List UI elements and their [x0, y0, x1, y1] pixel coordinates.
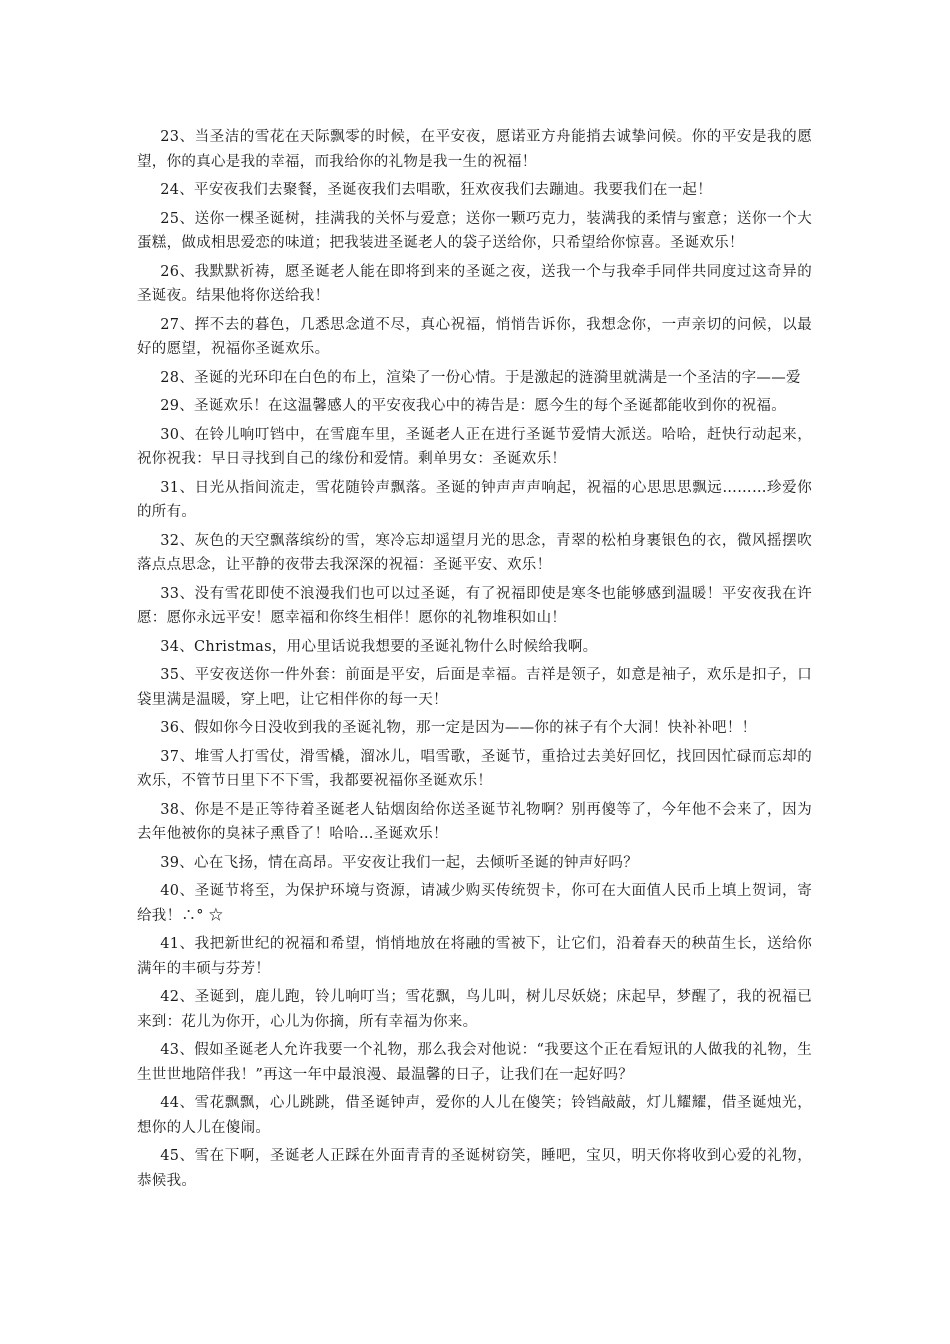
paragraph-25: 25、送你一棵圣诞树，挂满我的关怀与爱意；送你一颗巧克力，装满我的柔情与蜜意；送你一个大蛋糕，做成相思爱恋的味道；把我装进圣诞老人的袋子送给你，只希望给你惊喜。圣诞欢乐！	[137, 210, 812, 251]
paragraph-33: 33、没有雪花即使不浪漫我们也可以过圣诞，有了祝福即使是寒冬也能够感到温暖！平安夜我在许愿：愿你永远平安！愿幸福和你终生相伴！愿你的礼物堆积如山！	[137, 585, 812, 626]
paragraph-32: 32、灰色的天空飘落缤纷的雪，寒冷忘却遥望月光的思念，青翠的松柏身裹银色的衣，微风摇摆吹落点点思念，让平静的夜带去我深深的祝福：圣诞平安、欢乐！	[137, 532, 812, 573]
paragraph-34: 34、Christmas，用心里话说我想要的圣诞礼物什么时候给我啊。	[160, 638, 598, 655]
paragraph-38: 38、你是不是正等待着圣诞老人钻烟囱给你送圣诞节礼物啊？别再傻等了，今年他不会来了，因为去年他被你的臭袜子熏昏了！哈哈…圣诞欢乐！	[137, 801, 812, 842]
paragraph-29: 29、圣诞欢乐！在这温馨感人的平安夜我心中的祷告是：愿今生的每个圣诞都能收到你的祝福。	[160, 398, 787, 414]
paragraph-36: 36、假如你今日没收到我的圣诞礼物，那一定是因为——你的袜子有个大洞！快补补吧！！	[160, 720, 757, 736]
paragraph-24: 24、平安夜我们去聚餐，圣诞夜我们去唱歌，狂欢夜我们去蹦迪。我要我们在一起！	[160, 182, 713, 198]
paragraph-30: 30、在铃儿响叮铛中，在雪鹿车里，圣诞老人正在进行圣诞节爱情大派送。哈哈，赶快行动起来，祝你祝我：早日寻找到自己的缘份和爱情。剩单男女：圣诞欢乐！	[137, 426, 812, 467]
document-page	[137, 125, 812, 1197]
paragraph-40: 40、圣诞节将至，为保护环境与资源，请减少购买传统贺卡，你可在大面值人民币上填上贺词，寄给我！∴° ☆	[137, 883, 812, 924]
paragraph-45: 45、雪在下啊，圣诞老人正踩在外面青青的圣诞树窃笑，睡吧，宝贝，明天你将收到心爱的礼物，恭候我。	[137, 1148, 812, 1189]
paragraph-23: 23、当圣洁的雪花在天际飘零的时候，在平安夜，愿诺亚方舟能捎去诚挚问候。你的平安是我的愿望，你的真心是我的幸福，而我给你的礼物是我一生的祝福！	[137, 129, 812, 170]
paragraph-31: 31、日光从指间流走，雪花随铃声飘落。圣诞的钟声声声响起，祝福的心思思思飘远………珍爱你的所有。	[137, 479, 812, 520]
paragraph-37: 37、堆雪人打雪仗，滑雪橇，溜冰儿，唱雪歌，圣诞节，重拾过去美好回忆，找回因忙碌而忘却的欢乐，不管节日里下不下雪，我都要祝福你圣诞欢乐！	[137, 748, 812, 789]
paragraph-42: 42、圣诞到，鹿儿跑，铃儿响叮当；雪花飘，鸟儿叫，树儿尽妖娆；床起早，梦醒了，我的祝福已来到：花儿为你开，心儿为你摘，所有幸福为你来。	[137, 989, 812, 1030]
paragraph-35: 35、平安夜送你一件外套：前面是平安，后面是幸福。吉祥是领子，如意是袖子，欢乐是扣子，口袋里满是温暖，穿上吧，让它相伴你的每一天！	[137, 667, 812, 708]
paragraph-44: 44、雪花飘飘，心儿跳跳，借圣诞钟声，爱你的人儿在傻笑；铃铛敲敲，灯儿耀耀，借圣诞烛光，想你的人儿在傻闹。	[137, 1095, 812, 1136]
paragraph-39: 39、心在飞扬，情在高昂。平安夜让我们一起，去倾听圣诞的钟声好吗？	[160, 854, 639, 871]
paragraph-27: 27、挥不去的暮色，几悉思念道不尽，真心祝福，悄悄告诉你，我想念你，一声亲切的问候，以最好的愿望，祝福你圣诞欢乐。	[137, 316, 812, 357]
paragraph-43: 43、假如圣诞老人允许我要一个礼物，那么我会对他说：“我要这个正在看短讯的人做我的礼物，生生世世地陪伴我！”再这一年中最浪漫、最温馨的日子，让我们在一起好吗？	[137, 1042, 812, 1083]
paragraph-41: 41、我把新世纪的祝福和希望，悄悄地放在将融的雪被下，让它们，沿着春天的秧苗生长，送给你满年的丰硕与芬芳！	[137, 936, 812, 977]
paragraph-28: 28、圣诞的光环印在白色的布上，渲染了一份心情。于是激起的涟漪里就满是一个圣洁的字——爱	[160, 369, 801, 386]
paragraph-26: 26、我默默祈祷，愿圣诞老人能在即将到来的圣诞之夜，送我一个与我牵手同伴共同度过这奇异的圣诞夜。结果他将你送给我！	[137, 263, 812, 304]
